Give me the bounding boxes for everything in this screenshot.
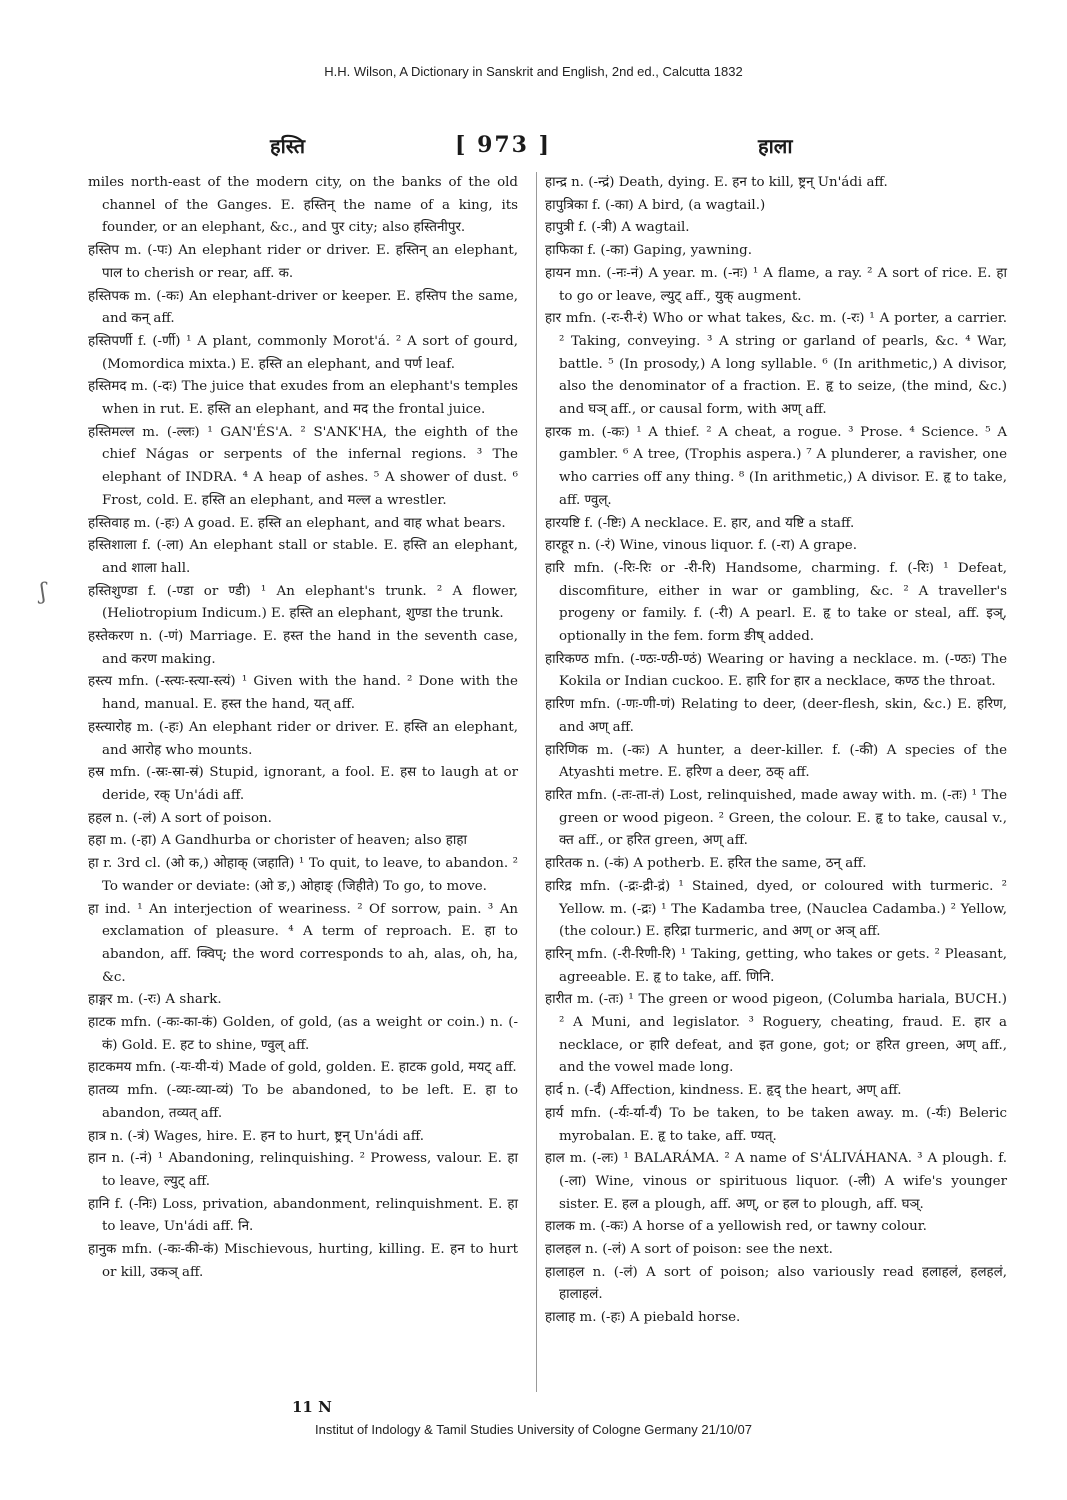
dictionary-entry: हस्तिप m. (-पः) An elephant rider or driver. E. हस्तिन् an elephant, पाल to cherish or rear, aff. क. — [88, 243, 518, 281]
dictionary-entry: हालाह m. (-हः) A piebald horse. — [545, 1310, 741, 1326]
dictionary-entry: हस्त्यारोह m. (-हः) An elephant rider or driver. E. हस्ति an elephant, and आरोह who mounts. — [88, 719, 518, 758]
dictionary-entry: हालहल n. (-लं) A sort of poison: see the next. — [545, 1242, 833, 1258]
dictionary-entry: हार्द n. (-र्दं) Affection, kindness. E. हृद् the heart, अण् aff. — [545, 1083, 902, 1099]
dictionary-entry: हस्तिवाह m. (-हः) A goad. E. हस्ति an elephant, and वाह what bears. — [88, 515, 506, 531]
dictionary-entry: हाफिका f. (-का) Gaping, yawning. — [545, 243, 752, 259]
dictionary-entry: हालाहल n. (-लं) A sort of poison; also variously read हलाहलं, हलहलं, हालाहलं. — [545, 1264, 1007, 1303]
dictionary-entry: हाल m. (-लः) ¹ BALARÁMA. ² A name of S'ÁLIVÁHANA. ³ A plough. f. (-ला) Wine, vinous or spirituous liquor. (-ली) A wife's younger sister. E. हल a plough, aff. अण्, or हल to plough, aff. घञ्. — [545, 1151, 1007, 1212]
dictionary-entry: हहा m. (-हा) A Gandhurba or chorister of heaven; also हाहा — [88, 833, 467, 849]
source-note: H.H. Wilson, A Dictionary in Sanskrit and English, 2nd ed., Calcutta 1832 — [324, 64, 743, 79]
dictionary-entry: हातव्य mfn. (-व्यः-व्या-व्यं) To be abandoned, to be left. E. हा to abandon, तव्यत् aff. — [88, 1083, 518, 1121]
dictionary-entry: हस्तिमद m. (-दः) The juice that exudes from an elephant's temples when in rut. E. हस्ति an elephant, and मद the frontal juice. — [88, 379, 518, 418]
dictionary-entry: हारीत m. (-तः) ¹ The green or wood pigeon, (Columba hariala, BUCH.) ² A Muni, and legislator. ³ Roguery, cheating, fraud. E. हार a necklace, or हारि defeat, and इत gone, got; or हरित green, अण् aff., and the vowel made long. — [545, 992, 1007, 1076]
dictionary-entry: हात्र n. (-त्रं) Wages, hire. E. हन to hurt, ष्ट्रन् Un'ádi aff. — [88, 1128, 424, 1144]
dictionary-entry: हान n. (-नं) ¹ Abandoning, relinquishing. ² Prowess, valour. E. हा to leave, ल्युट् aff. — [88, 1151, 518, 1189]
left-column — [88, 172, 518, 1284]
dictionary-entry: miles north-east of the modern city, on the banks of the old channel of the Ganges. E. हस्तिन् the name of a king, its founder, or an elephant, &c., and पुर city; also हस्तिनीपुर. — [88, 175, 518, 236]
dictionary-entry: हालक m. (-कः) A horse of a yellowish red, or tawny colour. — [545, 1219, 927, 1235]
dictionary-entry: हारयष्टि f. (-ष्टिः) A necklace. E. हार, and यष्टि a staff. — [545, 515, 855, 531]
dictionary-entry: हानुक mfn. (-कः-की-कं) Mischievous, hurting, killing. E. हन to hurt or kill, उकञ् aff. — [88, 1242, 518, 1280]
dictionary-entry: हहल n. (-लं) A sort of poison. — [88, 810, 272, 826]
dictionary-entry: हस्त्य mfn. (-स्त्यः-स्त्या-स्त्यं) ¹ Given with the hand. ² Done with the hand, manual. E. हस्त the hand, यत् aff. — [88, 674, 518, 713]
header-left-word: हस्ति — [270, 134, 305, 158]
dictionary-entry: हस्तिशुण्डा f. (-ण्डा or ण्डी) ¹ An elephant's trunk. ² A flower, (Heliotropium Indicum.) E. हस्ति an elephant, शुण्डा the trunk. — [88, 583, 518, 622]
dictionary-entry: हस्तिपक m. (-कः) An elephant-driver or keeper. E. हस्तिप the same, and कन् aff. — [88, 288, 518, 327]
dictionary-entry: हस्तिमल्ल m. (-ल्लः) ¹ GAN'ÉS'A. ² S'ANK'HA, the eighth of the chief Nágas or serpents of the infernal regions. ³ The elephant of INDRA. ⁴ A heap of ashes. ⁵ A shower of dust. ⁶ Frost, cold. E. हस्ति an elephant, and मल्ल a wrestler. — [88, 424, 518, 508]
margin-pencil-mark: ʃ — [40, 580, 46, 605]
signature-mark: 11 N — [292, 1398, 332, 1416]
footer-note: Institut of Indology & Tamil Studies University of Cologne Germany 21/10/07 — [315, 1422, 752, 1437]
dictionary-entry: हस्तेकरण n. (-णं) Marriage. E. हस्त the hand in the seventh case, and करण making. — [88, 629, 518, 667]
right-column — [545, 172, 1007, 1330]
dictionary-entry: हारितक n. (-कं) A potherb. E. हरित the same, ठन् aff. — [545, 856, 867, 872]
dictionary-entry: हारिद्र mfn. (-द्रः-द्री-द्रं) ¹ Stained, dyed, or coloured with turmeric. ² Yellow. m. (-द्रः) ¹ The Kadamba tree, (Nauclea Cadamba.) ² Yellow, (the colour.) E. हरिद्रा turmeric, and अण् or अञ् aff. — [545, 878, 1007, 940]
column-divider — [536, 172, 537, 1392]
dictionary-entry: हस्तिपर्णी f. (-र्णी) ¹ A plant, commonly Morot'á. ² A sort of gourd, (Momordica mixta.) E. हस्ति an elephant, and पर्ण leaf. — [88, 333, 518, 372]
dictionary-entry: हार mfn. (-रः-री-रं) Who or what takes, &c. m. (-रः) ¹ A porter, a carrier. ² Taking, conveying. ³ A string or garland of pearls, &c. ⁴ War, battle. ⁵ (In prosody,) A long syllable. ⁶ (In arithmetic,) A divisor, also the denominator of a fraction. E. हृ to seize, (the mind, &c.) and घञ् aff., or causal form, with अण् aff. — [545, 311, 1007, 418]
dictionary-entry: हारहूर n. (-रं) Wine, vinous liquor. f. (-रा) A grape. — [545, 538, 857, 554]
dictionary-entry: हारि mfn. (-रिः-रिः or -री-रि) Handsome, charming. f. (-रिः) ¹ Defeat, discomfiture, either in war or gambling, &c. ² A traveller's progeny or family. f. (-री) A pearl. E. हृ to take or steal, aff. इञ्, optionally in the fem. form ङीष् added. — [545, 560, 1007, 645]
dictionary-entry: हारिकण्ठ mfn. (-ण्ठः-ण्ठी-ण्ठं) Wearing or having a necklace. m. (-ण्ठः) The Kokila or Indian cuckoo. E. हारि for हार a necklace, कण्ठ the throat. — [545, 651, 1007, 690]
dictionary-entry: हस्र mfn. (-स्रः-स्रा-स्रं) Stupid, ignorant, a fool. E. हस to laugh at or deride, रक् Un'ádi aff. — [88, 765, 518, 803]
dictionary-entry: हा ind. ¹ An interjection of weariness. ² Of sorrow, pain. ³ An exclamation of pleasure. ⁴ A term of reproach. E. हा to abandon, aff. क्विप्; the word corresponds to ah, alas, oh, ha, &c. — [88, 901, 518, 985]
dictionary-entry: हापुत्रिका f. (-का) A bird, (a wagtail.) — [545, 197, 766, 213]
dictionary-entry: हाङ्गर m. (-रः) A shark. — [88, 992, 222, 1008]
dictionary-entry: हानि f. (-निः) Loss, privation, abandonment, relinquishment. E. हा to leave, Un'ádi aff. नि. — [88, 1196, 518, 1235]
dictionary-entry: हारित mfn. (-तः-ता-तं) Lost, relinquished, made away with. m. (-तः) ¹ The green or wood pigeon. ² Green, the colour. E. हृ to take, causal v., क्त aff., or हरित green, अण् aff. — [545, 787, 1007, 849]
dictionary-entry: हस्तिशाला f. (-ला) An elephant stall or stable. E. हस्ति an elephant, and शाला hall. — [88, 538, 518, 576]
page-number: [ 973 ] — [455, 132, 552, 158]
dictionary-entry: हार्य mfn. (-र्यः-र्या-र्यं) To be taken, to be taken away. m. (-र्यः) Beleric myrobalan. E. हृ to take, aff. ण्यत्. — [545, 1105, 1007, 1144]
dictionary-entry: हा r. 3rd cl. (ओ क,) ओहाक् (जहाति) ¹ To quit, to leave, to abandon. ² To wander or deviate: (ओ ङ,) ओहाङ् (जिहीते) To go, to move. — [88, 856, 518, 894]
dictionary-entry: हान्द्र n. (-न्द्रं) Death, dying. E. हन to kill, ष्ट्रन् Un'ádi aff. — [545, 175, 888, 190]
header-right-word: हाला — [758, 134, 793, 158]
dictionary-entry: हारिणिक m. (-कः) A hunter, a deer-killer. f. (-की) A species of the Atyashti metre. E. हरिण a deer, ठक् aff. — [545, 742, 1007, 781]
dictionary-entry: हारिन् mfn. (-री-रिणी-रि) ¹ Taking, getting, who takes or gets. ² Pleasant, agreeable. E. हृ to take, aff. णिनि. — [545, 946, 1007, 985]
dictionary-entry: हारक m. (-कः) ¹ A thief. ² A cheat, a rogue. ³ Prose. ⁴ Science. ⁵ A gambler. ⁶ A tree, (Trophis aspera.) ⁷ A plunderer, a ravisher, one who carries off any thing. ⁸ (In arithmetic,) A divisor. E. हृ to take, aff. ण्वुल्. — [545, 424, 1007, 508]
dictionary-entry: हारिण mfn. (-णः-णी-णं) Relating to deer, (deer-flesh, skin, &c.) E. हरिण, and अण् aff. — [545, 697, 1007, 735]
dictionary-entry: हाटक mfn. (-कः-का-कं) Golden, of gold, (as a weight or coin.) n. (-कं) Gold. E. हट to shine, ण्वुल् aff. — [88, 1015, 518, 1053]
dictionary-entry: हायन mn. (-नः-नं) A year. m. (-नः) ¹ A flame, a ray. ² A sort of rice. E. हा to go or leave, ल्युट् aff., युक् augment. — [545, 265, 1007, 304]
dictionary-entry: हापुत्री f. (-त्री) A wagtail. — [545, 220, 690, 236]
dictionary-entry: हाटकमय mfn. (-यः-यी-यं) Made of gold, golden. E. हाटक gold, मयट् aff. — [88, 1060, 517, 1076]
